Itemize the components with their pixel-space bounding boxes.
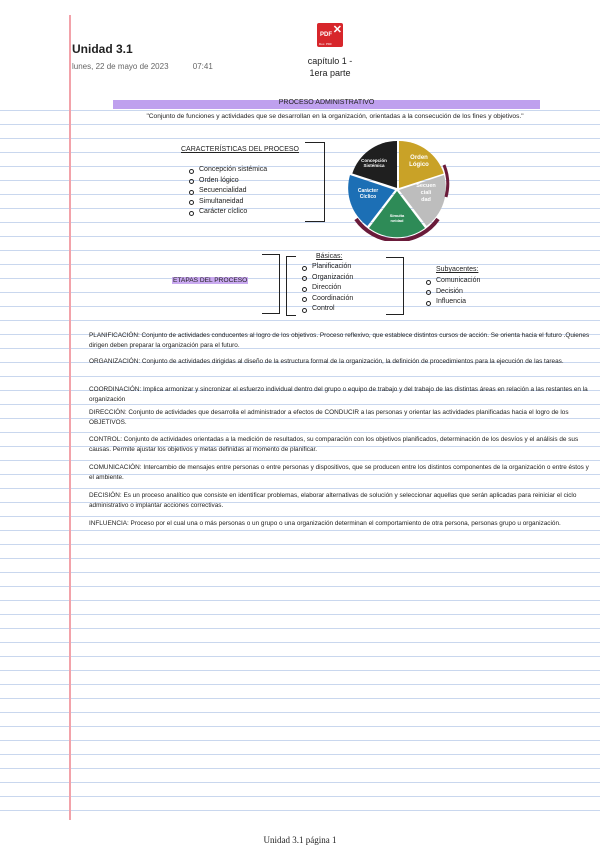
basic-right-bracket	[386, 257, 404, 315]
segment-label: Sistémica	[363, 163, 385, 168]
segment-label: Secuen	[416, 183, 436, 189]
pdf-label: PDF	[320, 32, 332, 38]
segment-label: Lógico	[409, 162, 429, 168]
definition-decision	[89, 491, 594, 511]
right-bracket	[305, 142, 325, 222]
list-item: Carácter cíclico	[187, 207, 267, 218]
definition-quote: "Conjunto de funciones y actividades que se desarrollan en la organización, orientadas a la consecución de los fines y objetivos."	[146, 113, 524, 120]
date: lunes, 22 de mayo de 2023	[72, 62, 169, 71]
chapter-label: capítulo 1 - 1era parte	[307, 56, 353, 78]
term: CONTROL:	[89, 436, 123, 443]
subsequent-stages-list	[424, 276, 480, 308]
page-title: Unidad 3.1	[72, 42, 133, 56]
term: INFLUENCIA:	[89, 520, 129, 527]
segment-label: ciali	[420, 190, 432, 196]
term: ORGANIZACIÓN:	[89, 358, 141, 365]
list-item: Decisión	[424, 287, 480, 298]
list-item: Influencia	[424, 297, 480, 308]
basic-left-bracket	[286, 256, 296, 316]
list-item: Organización	[300, 273, 353, 284]
term: PLANIFICACIÓN:	[89, 332, 140, 339]
characteristics-list	[187, 165, 267, 218]
segment-label: Cíclico	[359, 194, 377, 200]
definition-text: Es un proceso analítico que consiste en identificar problemas, elaborar alternativas de solución y seleccionar aquellas que serán aplicadas para reiniciar el ciclo administrativo o implantar acciones correctivas.	[89, 492, 577, 509]
basic-stages-title: Básicas:	[316, 253, 343, 260]
definition-text: Conjunto de actividades dirigidas al diseño de la estructura formal de la organización, la definición de procedimientos para la ejecución de las tareas.	[140, 358, 564, 365]
definition-text: Conjunto de actividades orientadas a la medición de resultados, su comparación con los objetivos planificados, determinación de los desvíos y el análisis de sus causas. Permite ajustar los objetivos y metas definidas al momento de planificar.	[89, 436, 579, 453]
definition-coordinacion	[89, 385, 594, 405]
subsequent-stages-title: Subyacentes:	[436, 266, 479, 273]
cycle-diagram	[344, 135, 450, 241]
list-item: Orden lógico	[187, 176, 267, 187]
characteristics-title: CARACTERÍSTICAS DEL PROCESO	[181, 146, 299, 153]
segment-label: Orden	[410, 155, 428, 161]
definition-text: Proceso por el cual una o más personas o un grupo o una organización determinan el comportamiento de otra persona, personas grupo u organización.	[128, 520, 561, 527]
definition-text: Conjunto de actividades que desarrolla el administrador a efectos de CONDUCIR a las personas y orientar las actividades planificadas hacia el logro de los OBJETIVOS.	[89, 409, 569, 426]
stages-bracket	[262, 254, 280, 314]
list-item: Comunicación	[424, 276, 480, 287]
list-item: Dirección	[300, 283, 353, 294]
segment-label: Carácter	[357, 188, 379, 194]
term: DIRECCIÓN:	[89, 409, 127, 416]
list-item: Concepción sistémica	[187, 165, 267, 176]
definition-influencia	[89, 519, 594, 529]
page-footer: Unidad 3.1 página 1	[263, 835, 337, 845]
definition-text: Intercambio de mensajes entre personas o entre personas y dispositivos, que se producen entre los distintos componentes de la organización o entre éstos y el ambiente.	[89, 464, 589, 481]
definition-control	[89, 435, 594, 455]
pdf-file-icon[interactable]	[317, 23, 343, 47]
margin-line	[69, 15, 71, 820]
definition-text: Conjunto de actividades conducentes al logro de los objetivos. Proceso reflexivo, que establece distintos cursos de acción. Se orienta hacia el futuro .Quienes dirigen deben preparar la organización para el futuro.	[89, 332, 590, 349]
date-time	[72, 62, 235, 71]
basic-stages-list	[300, 262, 353, 315]
pdf-x-glyph: ✕	[332, 24, 342, 36]
definition-text: Implica armonizar y sincronizar el esfuerzo individual dentro del grupo o equipo de trabajo y del trabajo de las distintas áreas en relación a las restantes en la organización	[89, 386, 588, 403]
segment-label: dad	[421, 197, 431, 203]
time: 07:41	[192, 62, 213, 71]
definition-planificacion	[89, 331, 594, 351]
term: DECISIÓN:	[89, 492, 122, 499]
stages-label: ETAPAS DEL PROCESO	[173, 277, 248, 284]
list-item: Secuencialidad	[187, 186, 267, 197]
list-item: Simultaneidad	[187, 197, 267, 208]
definition-direccion	[89, 408, 594, 428]
term: COMUNICACIÓN:	[89, 464, 142, 471]
segment-label: Simulta	[389, 213, 405, 218]
segment-label: Concepción	[361, 158, 387, 163]
definition-organizacion	[89, 357, 594, 367]
definition-comunicacion	[89, 463, 594, 483]
list-item: Coordinación	[300, 294, 353, 305]
list-item: Control	[300, 304, 353, 315]
list-item: Planificación	[300, 262, 353, 273]
pdf-sublabel: Doc. PDF	[319, 42, 333, 46]
segment-label: neidad	[390, 218, 404, 223]
section-heading: PROCESO ADMINISTRATIVO	[278, 99, 375, 106]
term: COORDINACIÓN:	[89, 386, 142, 393]
